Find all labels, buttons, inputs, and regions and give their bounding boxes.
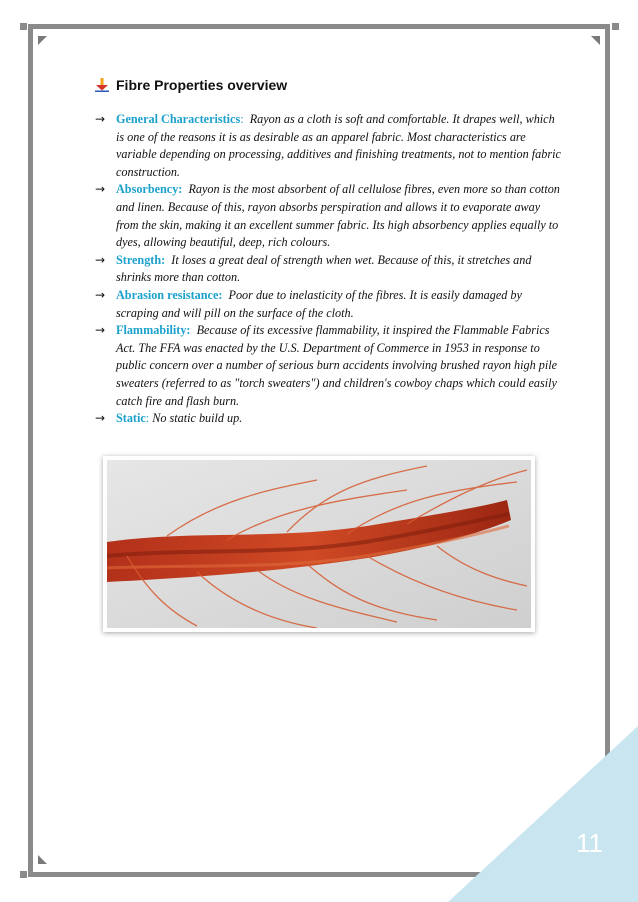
- fibre-photo-frame: [103, 456, 535, 632]
- property-label: Strength:: [116, 252, 166, 267]
- property-text: It loses a great deal of strength when wet. Because of this, it stretches and shrinks more than cotton.: [116, 252, 532, 285]
- property-label: General Characteristics: [116, 112, 241, 126]
- property-text: Poor due to inelasticity of the fibres. It is easily damaged by scraping and will pill on the surface of the cloth.: [116, 287, 522, 320]
- page-number: 11: [576, 828, 603, 858]
- list-item: [95, 287, 565, 322]
- arrow-right-icon: →: [95, 323, 106, 338]
- property-label: Flammability:: [116, 323, 191, 338]
- arrow-down-icon: [95, 78, 109, 92]
- property-list: [95, 111, 565, 428]
- property-text: Because of its excessive flammability, it inspired the Flammable Fabrics Act. The FFA was enacted by the U.S. Department of Commerce in 1953 in response to public concern over a number of serious burn accidents involving brushed rayon high pile sweaters (referred to as "torch sweaters") and children's cowboy chaps which could easily catch fire and flash burn.: [116, 323, 558, 408]
- property-text: No static build up.: [152, 411, 243, 426]
- list-item: → General Characteristics: Rayon as a cloth is soft and comfortable. It drapes well, which is one of the reasons it is as desirable as an apparel fabric. Most characteristics are variable depending on processing, additives and finishing treatments, not to mention fabric construction.: [95, 112, 561, 179]
- list-item: → Static: No static build up.: [95, 410, 565, 428]
- section-title: Fibre Properties overview: [116, 77, 288, 93]
- list-item: [95, 322, 565, 410]
- arrow-right-icon: →: [95, 252, 106, 267]
- property-text: Rayon as a cloth is soft and comfortable. It drapes well, which is one of the reasons it is as desirable as an apparel fabric. Most characteristics are variable depending on processing, additives and finishing treatments, not to mention fabric construction.: [116, 112, 561, 179]
- arrow-right-icon: →: [95, 182, 106, 197]
- list-item: [95, 181, 565, 251]
- arrow-right-icon: →: [95, 411, 106, 426]
- list-item: [95, 252, 565, 287]
- rayon-fibre-image: [107, 460, 531, 628]
- property-text: Rayon is the most absorbent of all cellulose fibres, even more so than cotton and linen. Because of this, rayon absorbs perspiration and allows it to evaporate away from the skin, making it an excellent summer fabric. Its high absorbency applies equally to dyes, allowing beautiful, deep, rich colours.: [116, 182, 560, 250]
- arrow-right-icon: →: [95, 112, 106, 126]
- arrow-right-icon: →: [95, 287, 106, 302]
- property-label: Abrasion resistance:: [116, 287, 223, 302]
- section-heading: [95, 77, 287, 93]
- property-label: Absorbency:: [116, 182, 183, 197]
- property-label: Static: [116, 411, 146, 426]
